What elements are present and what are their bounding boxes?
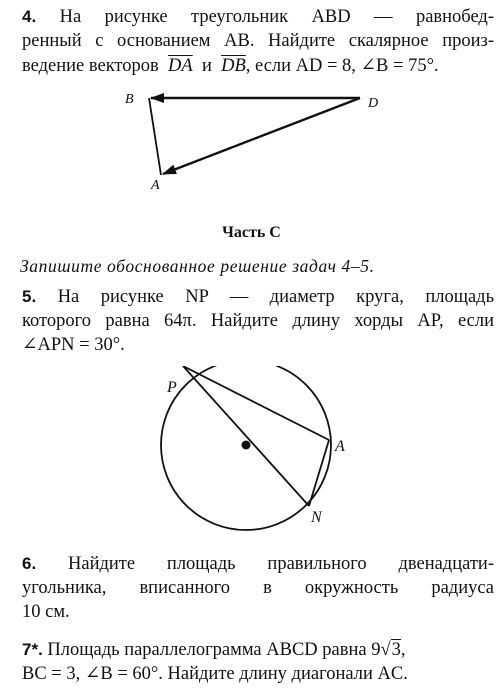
problem7-text-line1: Площадь параллелограмма ABCD равна 9 — [47, 640, 381, 660]
problem6-line1 — [22, 553, 494, 575]
label-a-circle: A — [335, 438, 345, 455]
problem4-text-line3-prefix: ведение векторов — [22, 56, 159, 76]
problem6-text-line2: угольника, вписанного в окружность радиуса — [22, 578, 494, 598]
problem4-line3 — [22, 55, 494, 77]
sqrt-sign: √ — [380, 640, 391, 660]
vector-db: $\overline{DB}$ — [221, 56, 246, 76]
diameter-np — [183, 366, 309, 506]
problem4-text-line2: ренный с основанием AB. Найдите скалярное произ- — [22, 31, 494, 51]
circle-figure — [0, 366, 503, 536]
problem5-line1 — [22, 286, 494, 308]
center-point — [242, 441, 251, 450]
problem6-number: 6. — [22, 554, 37, 573]
problem4-text-line3-suffix: , если AD = 8, ∠B = 75°. — [245, 56, 439, 76]
problem6-text-line1: Найдите площадь правильного двенадцати- — [68, 554, 494, 574]
instruction: Запишите обоснованное решение задач 4–5. — [20, 256, 375, 276]
problem4-text-line1: На рисунке треугольник ABD — равнобед- — [59, 7, 494, 27]
triangle-figure — [0, 85, 503, 205]
label-a: A — [151, 178, 160, 193]
sqrt-argument: 3 — [391, 640, 401, 660]
label-p: P — [167, 379, 177, 396]
problem4-line1 — [22, 6, 494, 28]
side-ba — [149, 98, 161, 175]
problem7-number: 7*. — [22, 640, 43, 659]
problem7-line1-end: , — [400, 640, 406, 660]
problem5-line3 — [22, 334, 494, 356]
chord-pa — [183, 366, 329, 440]
part-heading: Часть С — [222, 224, 281, 241]
label-d: D — [368, 96, 379, 111]
problem5-text-line2: которого равна 64π. Найдите длину хорды AP, если — [22, 311, 494, 331]
vector-da-arrow — [163, 98, 360, 174]
problem4-line2 — [22, 30, 494, 52]
problem5-text-line3: ∠APN = 30°. — [22, 335, 125, 355]
problem7-text-line2: BC = 3, ∠B = 60°. Найдите длину диагонали AC. — [22, 664, 408, 684]
problem6-line2 — [22, 577, 494, 599]
label-n: N — [311, 509, 322, 526]
problem5-text-line1: На рисунке NP — диаметр круга, площадь — [57, 287, 495, 307]
problem6-line3 — [22, 601, 494, 623]
vector-da: $\overline{DA}$ — [168, 56, 193, 76]
problem7-line1 — [22, 639, 494, 661]
problem5-number: 5. — [22, 287, 37, 306]
problem7-line2 — [22, 663, 494, 685]
label-b: B — [125, 92, 134, 107]
problem5-line2 — [22, 310, 494, 332]
problem6-text-line3: 10 см. — [22, 602, 70, 622]
and-word: и — [201, 56, 212, 76]
problem4-number: 4. — [22, 7, 37, 26]
